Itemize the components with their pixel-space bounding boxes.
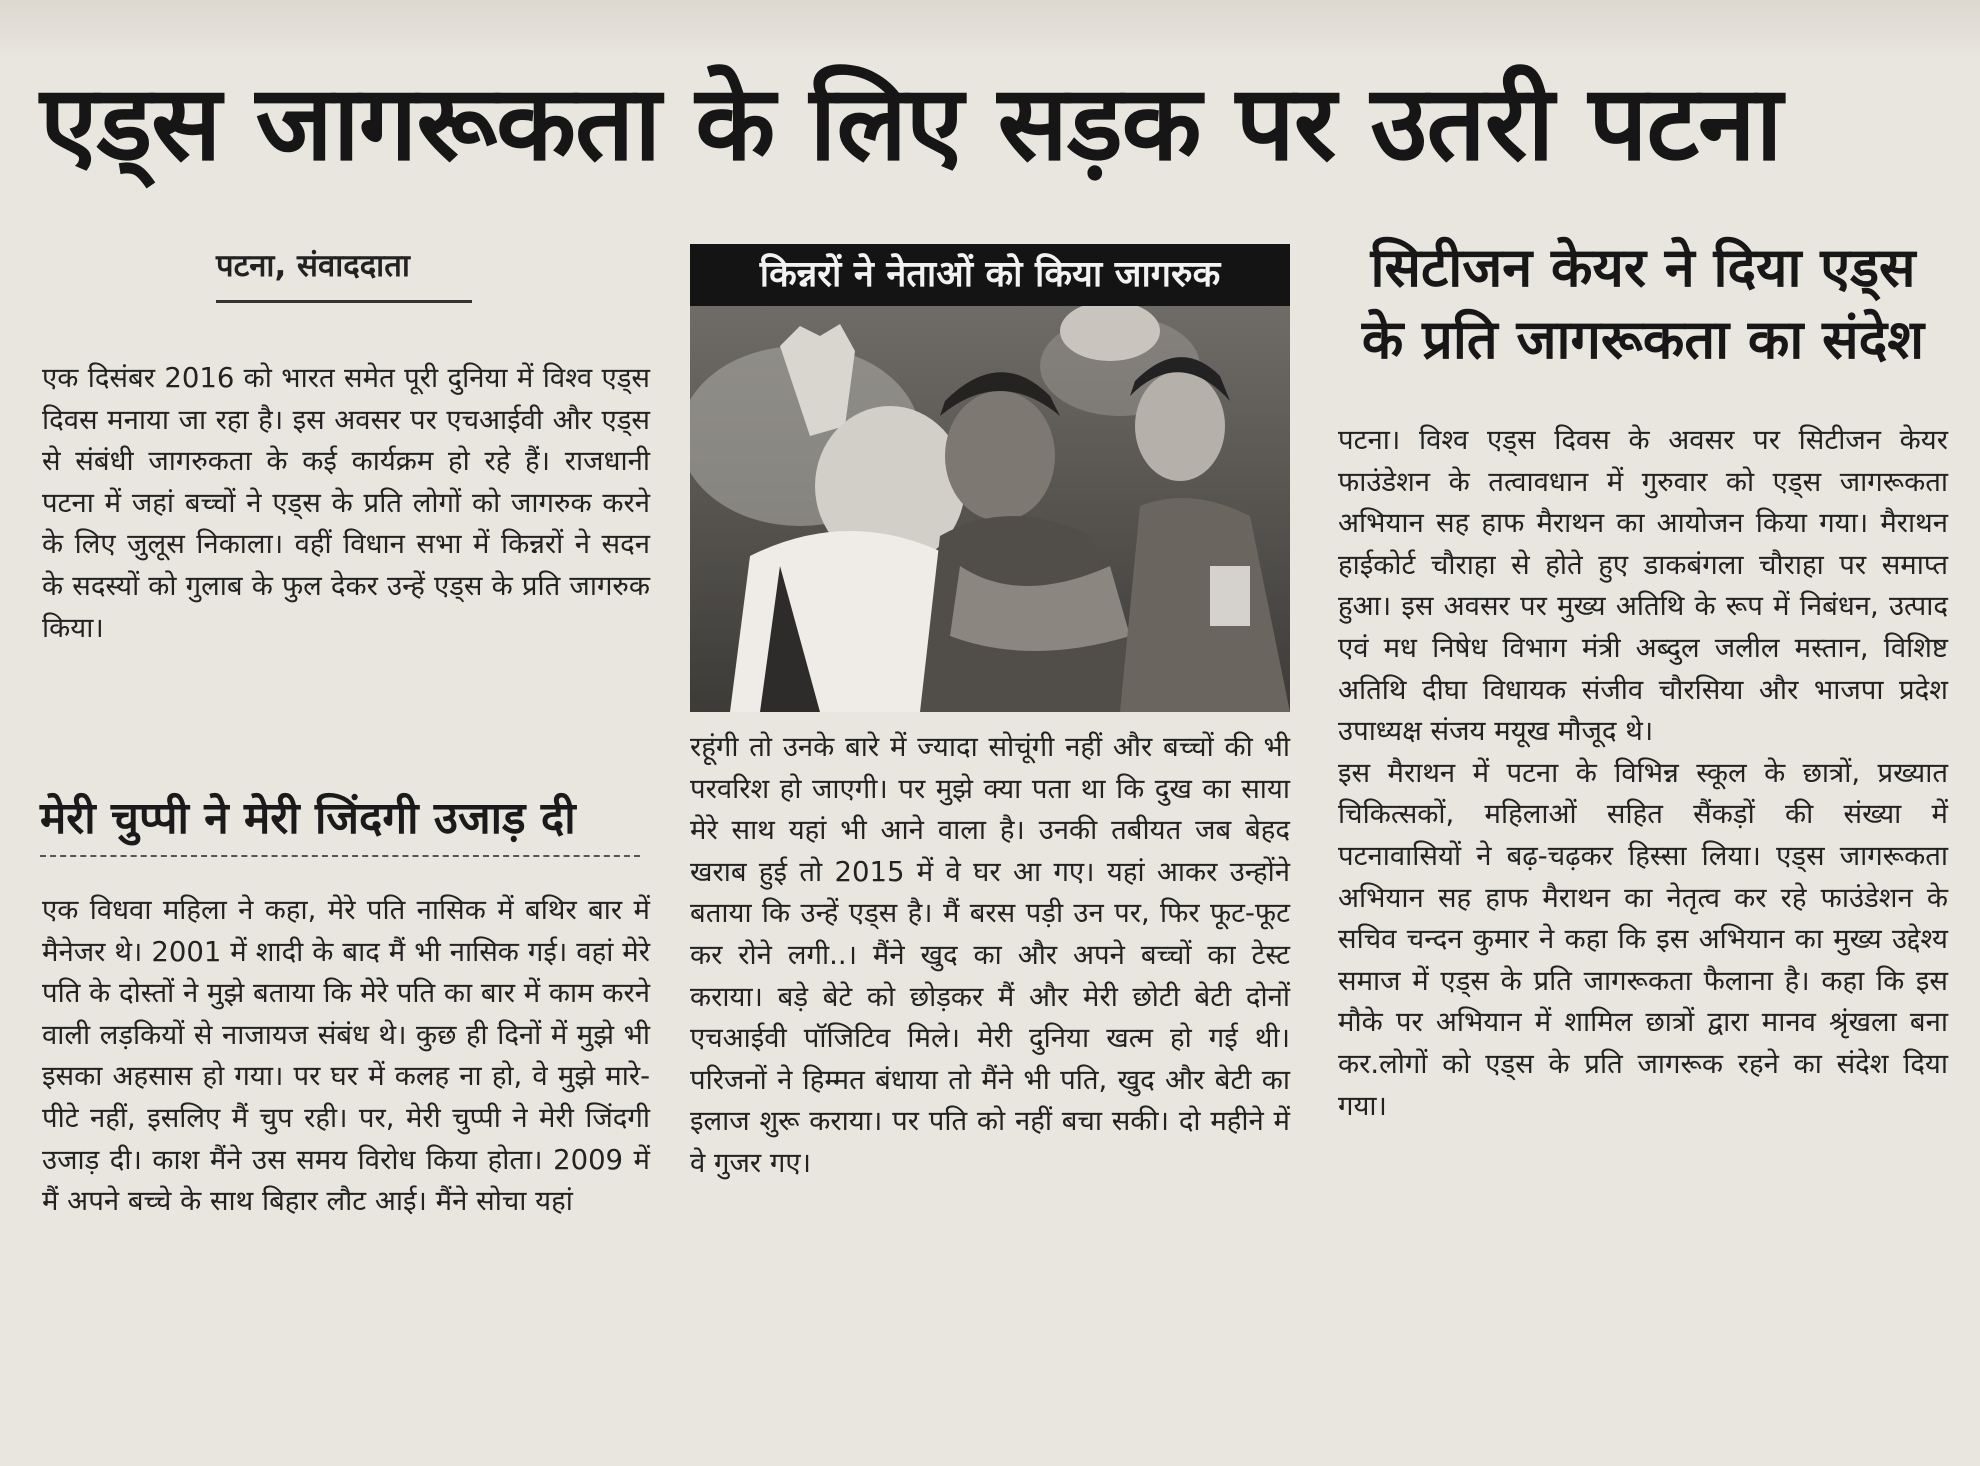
paragraph-1: पटना। विश्व एड्स दिवस के अवसर पर सिटीजन केयर फाउंडेशन के तत्वावधान में गुरुवार को एड्स जागरूकता अभियान सह हाफ मैराथन का आयोजन किया गया। मैराथन हाईकोर्ट चौराहा से होते हुए डाकबंगला चौराहा पर समाप्त हुआ। इस अवसर पर मुख्य अतिथि के रूप में निबंधन, उत्पाद एवं मध निषेध विभाग मंत्री अब्दुल जलील मस्तान, विशिष्ट अतिथि दीघा विधायक संजीव चौरसिया और भाजपा प्रदेश उपाध्यक्ष संजय मयूख मौजूद थे। (1338, 424, 1948, 748)
column-3 (1338, 420, 1948, 1127)
column-3-heading (1338, 232, 1948, 376)
byline-underline (216, 300, 472, 303)
heading-line-2: के प्रति जागरूकता का संदेश (1361, 308, 1925, 371)
photo-illustration (690, 306, 1290, 712)
paragraph-2: इस मैराथन में पटना के विभिन्न स्कूल के छात्रों, प्रख्यात चिकित्सकों, महिलाओं सहित सैंकड़ों की संख्या में पटनावासियों ने बढ़-चढ़कर हिस्सा लिया। एड्स जागरूकता अभियान सह हाफ मैराथन का नेतृत्व कर रहे फाउंडेशन के सचिव चन्दन कुमार ने कहा कि इस अभियान का मुख्य उद्देश्य समाज में एड्स के प्रति जागरूकता फैलाना है। कहा कि इस मौके पर अभियान में शामिल छात्रों द्वारा मानव श्रृंखला बना कर.लोगों को एड्स के प्रति जागरूक रहने का संदेश दिया गया। (1338, 756, 1948, 1122)
column-1-intro (42, 358, 650, 649)
previous-article-strip (0, 0, 1980, 60)
story-paragraph: एक विधवा महिला ने कहा, मेरे पति नासिक में बथिर बार में मैनेजर थे। 2001 में शादी के बाद मैं भी नासिक गई। वहां मेरे पति के दोस्तों ने मुझे बताया कि मेरे पति का बार में काम करने वाली लड़कियों से नाजायज संबंध थे। कुछ ही दिनों में मुझे भी इसका अहसास हो गया। पर घर में कलह ना हो, वे मुझे मारे-पीटे नहीं, इसलिए मैं चुप रही। पर, मेरी चुप्पी ने मेरी जिंदगी उजाड़ दी। काश मैंने उस समय विरोध किया होता। 2009 में मैं अपने बच्चे के साथ बिहार लौट आई। मैंने सोचा यहां (42, 894, 650, 1218)
intro-paragraph: एक दिसंबर 2016 को भारत समेत पूरी दुनिया में विश्व एड्स दिवस मनाया जा रहा है। इस अवसर पर एचआईवी और एड्स से संबंधी जागरुकता के कई कार्यक्रम हो रहे हैं। राजधानी पटना में जहां बच्चों ने एड्स के प्रति लोगों को जागरुक करने के लिए जुलूस निकाला। वहीं विधान सभा में किन्नरों ने सदन के सदस्यों को गुलाब के फुल देकर उन्हें एड्स के प्रति जागरुक किया। (42, 362, 650, 644)
column-1-story (42, 890, 650, 1223)
heading-line-1: सिटीजन केयर ने दिया एड्स (1370, 236, 1916, 299)
column-2 (690, 727, 1290, 1185)
subheading: मेरी चुप्पी ने मेरी जिंदगी उजाड़ दी (40, 793, 576, 844)
photo-caption: किन्नरों ने नेताओं को किया जागरुक (690, 244, 1290, 306)
news-photo (690, 306, 1290, 712)
subheading-divider (40, 855, 640, 857)
byline: पटना, संवाददाता (216, 248, 410, 284)
story-continuation: रहूंगी तो उनके बारे में ज्यादा सोचूंगी नहीं और बच्चों की भी परवरिश हो जाएगी। पर मुझे क्या पता था कि दुख का साया मेरे साथ यहां भी आने वाला है। उनकी तबीयत जब बेहद खराब हुई तो 2015 में वे घर आ गए। यहां आकर उन्होंने बताया कि उन्हें एड्स है। मैं बरस पड़ी उन पर, फिर फूट-फूट कर रोने लगी..। मैंने खुद का और अपने बच्चों का टेस्ट कराया। बड़े बेटे को छोड़कर मैं और मेरी छोटी बेटी दोनों एचआईवी पॉजिटिव मिले। मेरी दुनिया खत्म हो गई थी। परिजनों ने हिम्मत बंधाया तो मैंने भी पति, खुद और बेटी का इलाज शुरू कराया। पर पति को नहीं बचा सकी। दो महीने में वे गुजर गए। (690, 731, 1290, 1179)
headline: एड्स जागरूकता के लिए सड़क पर उतरी पटना (40, 62, 1782, 184)
